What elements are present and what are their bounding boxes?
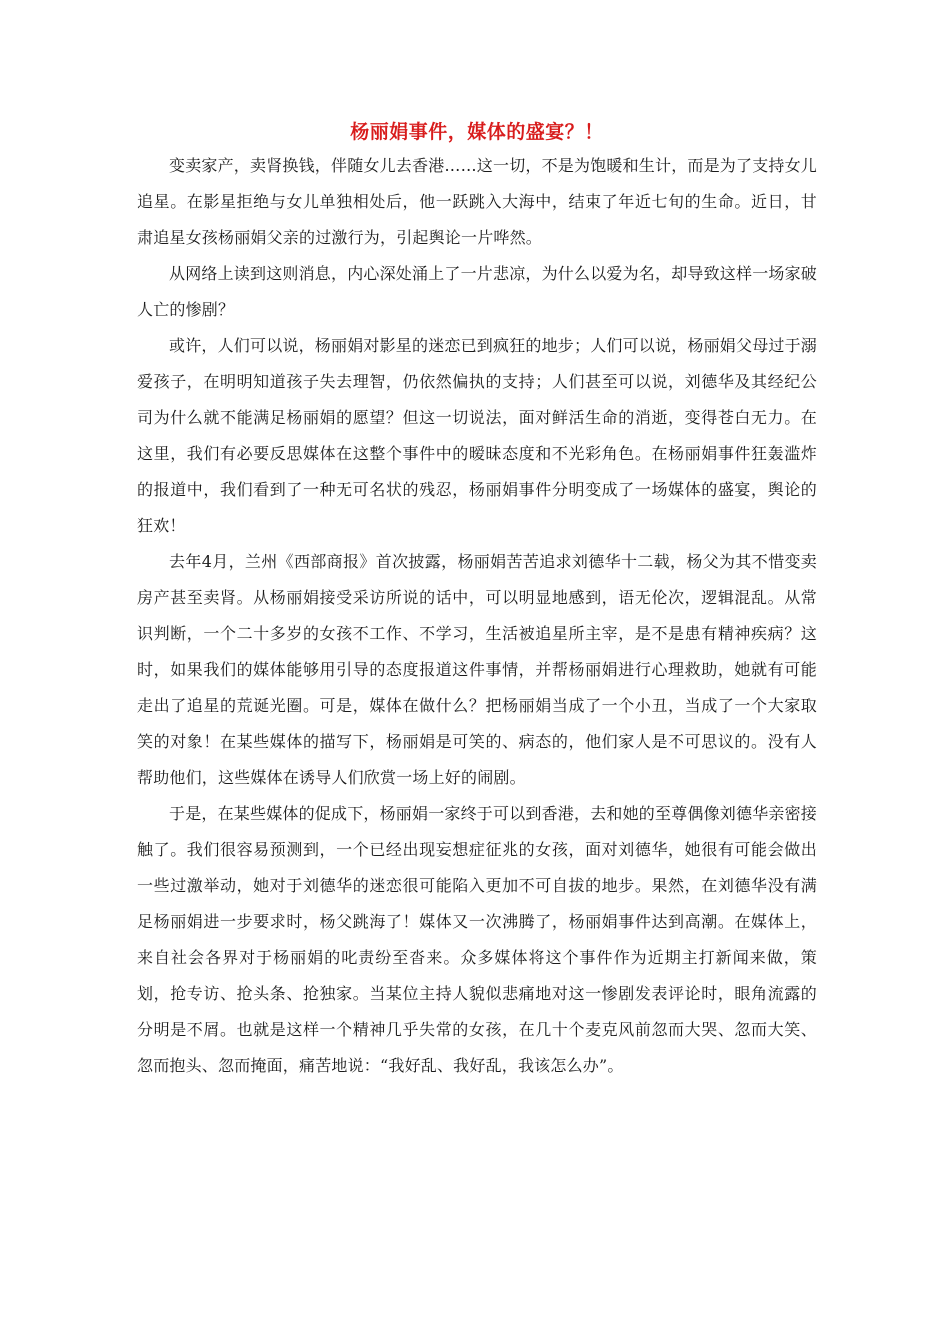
paragraph-3: 或许，人们可以说，杨丽娟对影星的迷恋已到疯狂的地步；人们可以说，杨丽娟父母过于溺爱孩子，在明明知道孩子失去理智，仍依然偏执的支持；人们甚至可以说，刘德华及其经纪公司为什么就不能满足杨丽娟的愿望？但这一切说法，面对鲜活生命的消逝，变得苍白无力。在这里，我们有必要反思媒体在这整个事件中的暧昧态度和不光彩角色。在杨丽娟事件狂轰滥炸的报道中，我们看到了一种无可名状的残忍，杨丽娟事件分明变成了一场媒体的盛宴，舆论的狂欢！ bbox=[137, 336, 818, 535]
document-title: 杨丽娟事件，媒体的盛宴？！ bbox=[350, 121, 604, 143]
paragraph-1: 变卖家产，卖肾换钱，伴随女儿去香港……这一切，不是为饱暖和生计，而是为了支持女儿追星。在影星拒绝与女儿单独相处后，他一跃跳入大海中，结束了年近七旬的生命。近日，甘肃追星女孩杨丽娟父亲的过激行为，引起舆论一片哗然。 bbox=[137, 156, 818, 247]
paragraph-5: 于是，在某些媒体的促成下，杨丽娟一家终于可以到香港，去和她的至尊偶像刘德华亲密接触了。我们很容易预测到，一个已经出现妄想症征兆的女孩，面对刘德华，她很有可能会做出一些过激举动，她对于刘德华的迷恋很可能陷入更加不可自拔的地步。果然，在刘德华没有满足杨丽娟进一步要求时，杨父跳海了！媒体又一次沸腾了，杨丽娟事件达到高潮。在媒体上，来自社会各界对于杨丽娟的叱责纷至沓来。众多媒体将这个事件作为近期主打新闻来做，策划，抢专访、抢头条、抢独家。当某位主持人貌似悲痛地对这一惨剧发表评论时，眼角流露的分明是不屑。也就是这样一个精神几乎失常的女孩，在几十个麦克风前忽而大哭、忽而大笑、忽而抱头、忽而掩面，痛苦地说：“我好乱、我好乱，我该怎么办”。 bbox=[137, 804, 818, 1075]
document-page bbox=[137, 118, 817, 1084]
paragraph-4: 去年4月，兰州《西部商报》首次披露，杨丽娟苦苦追求刘德华十二载，杨父为其不惜变卖房产甚至卖肾。从杨丽娟接受采访所说的话中，可以明显地感到，语无伦次，逻辑混乱。从常识判断，一个二十多岁的女孩不工作、不学习，生活被追星所主宰，是不是患有精神疾病？这时，如果我们的媒体能够用引导的态度报道这件事情，并帮杨丽娟进行心理救助，她就有可能走出了追星的荒诞光圈。可是，媒体在做什么？把杨丽娟当成了一个小丑，当成了一个大家取笑的对象！在某些媒体的描写下，杨丽娟是可笑的、病态的，他们家人是不可思议的。没有人帮助他们，这些媒体在诱导人们欣赏一场上好的闹剧。 bbox=[137, 552, 817, 787]
paragraph-2: 从网络上读到这则消息，内心深处涌上了一片悲凉，为什么以爱为名，却导致这样一场家破人亡的惨剧？ bbox=[137, 264, 818, 319]
